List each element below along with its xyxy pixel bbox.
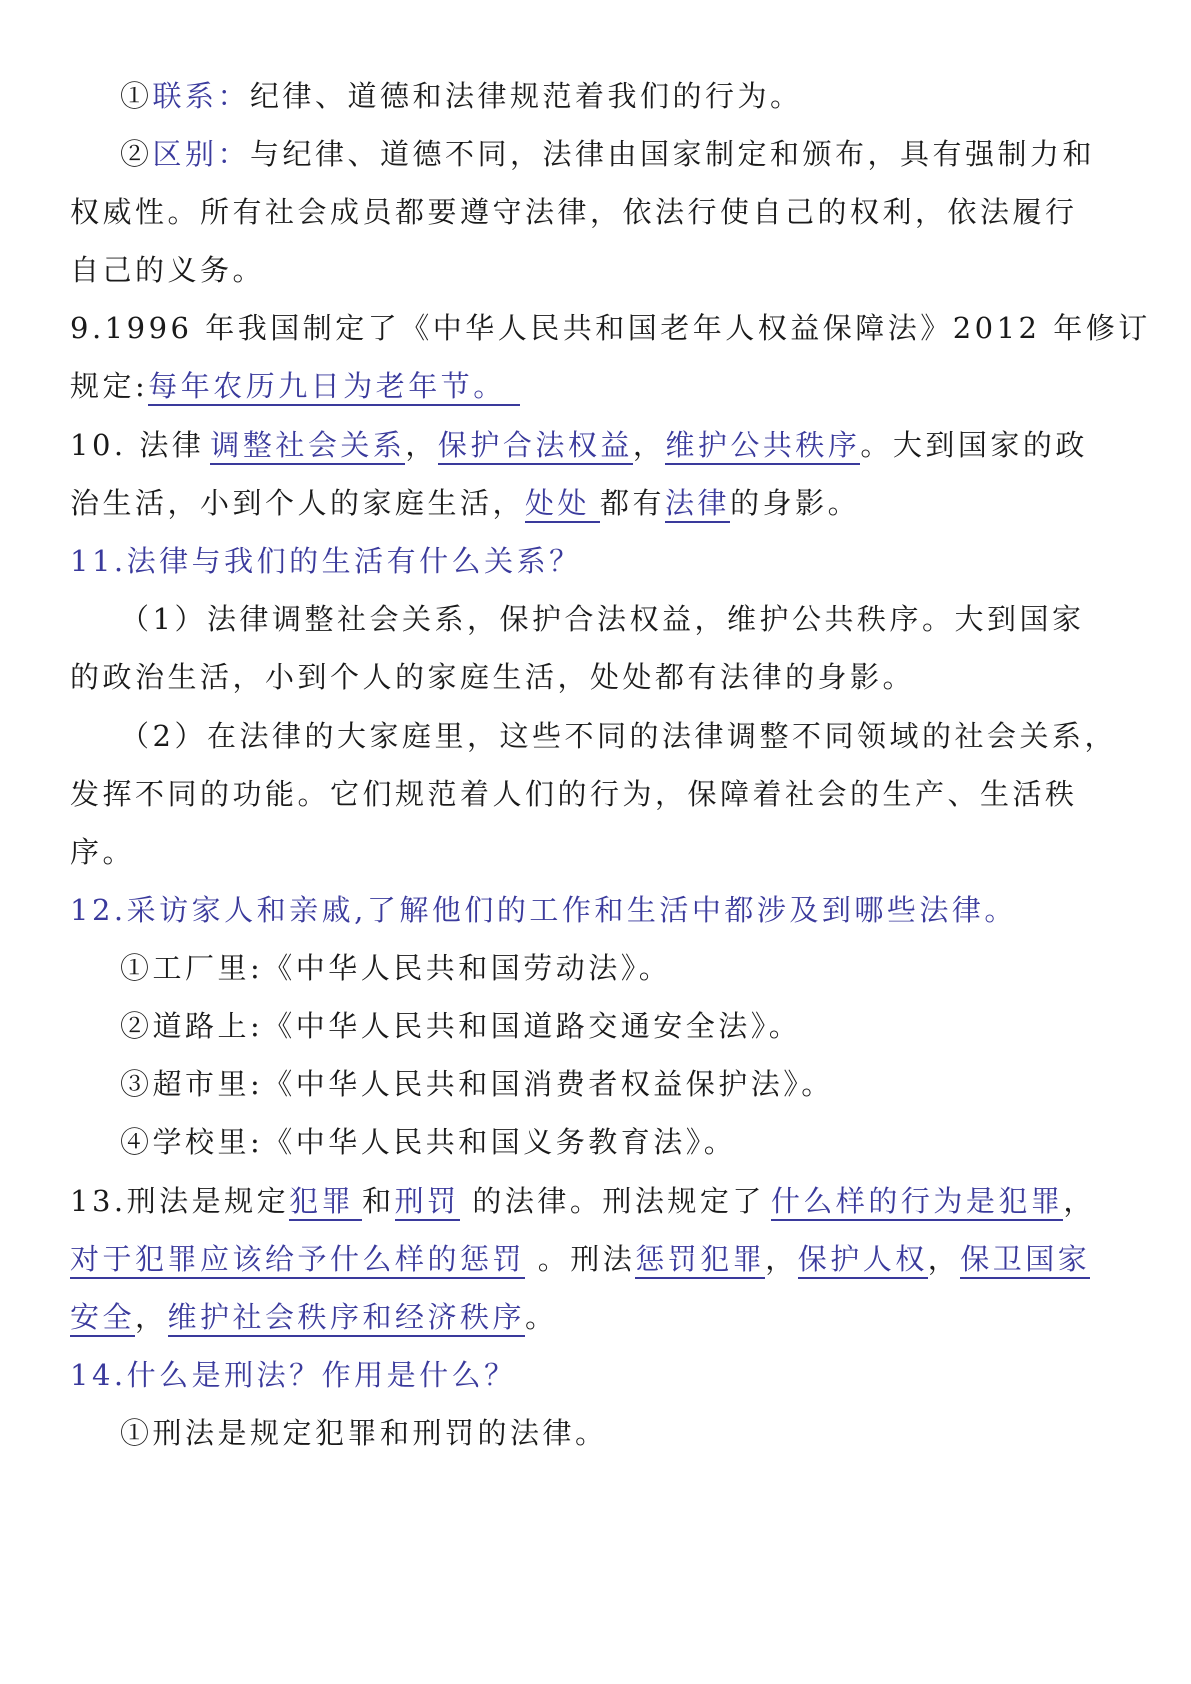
item10-suffix: 。大到国家的政 [860, 428, 1088, 462]
item9-line-2 [70, 366, 1130, 406]
item10-answer-5: 法律 [665, 486, 730, 523]
item10-prefix: 10. 法律 [70, 428, 205, 462]
item9-line-1: 9.1996 年我国制定了《中华人民共和国老年人权益保障法》2012 年修订 [70, 311, 1151, 345]
item13-line-1 [70, 1181, 1130, 1221]
p2-num: ② [120, 137, 153, 171]
item9-prefix: 规定: [70, 369, 149, 403]
item13-answer-8: 维护社会秩序和经济秩序 [168, 1300, 526, 1337]
item13-prefix: 13.刑法是规定 [70, 1184, 290, 1218]
item11-question: 11.法律与我们的生活有什么关系？ [70, 544, 582, 578]
item13-answer-3: 什么样的行为是犯罪 [771, 1184, 1064, 1221]
item13-answer-7b: 安全 [70, 1300, 135, 1337]
p1-num: ① [120, 79, 153, 113]
p2-line-2: 权威性。所有社会成员都要遵守法律，依法行使自己的权利，依法履行 [70, 195, 1078, 229]
item10-l2-prefix: 治生活，小到个人的家庭生活， [70, 486, 526, 520]
item13-answer-7a: 保卫国家 [960, 1242, 1090, 1279]
p1-label: 联系： [152, 79, 251, 113]
item10-answer-1: 调整社会关系 [210, 428, 405, 465]
item13-answer-6: 保护人权 [798, 1242, 928, 1279]
item10-answer-4: 处处 [525, 486, 600, 523]
item10-l2-mid: 都有 [600, 486, 666, 520]
item10-answer-3: 维护公共秩序 [665, 428, 860, 465]
item13-answer-4: 对于犯罪应该给予什么样的惩罚 [70, 1242, 525, 1279]
p2-line-3: 自己的义务。 [70, 253, 266, 287]
item12-list-item: ④学校里:《中华人民共和国义务教育法》。 [120, 1125, 737, 1159]
item11-a2-line-2: 发挥不同的功能。它们规范着人们的行为，保障着社会的生产、生活秩 [70, 777, 1078, 811]
item10-line-2 [70, 483, 1130, 523]
item10-sep-1: ， [405, 428, 438, 462]
p1-text: 纪律、道德和法律规范着我们的行为。 [250, 79, 803, 113]
item9-answer: 每年农历九日为老年节。 [148, 369, 520, 406]
item13-mid-2: 的法律。刑法规定了 [459, 1184, 765, 1218]
item11-a2-line-3: 序。 [70, 835, 136, 869]
p1-line [120, 76, 1180, 116]
item13-answer-5: 惩罚犯罪 [635, 1242, 765, 1279]
p2-label: 区别： [152, 137, 251, 171]
item10-answer-2: 保护合法权益 [438, 428, 633, 465]
item13-mid-3: 。刑法 [525, 1242, 636, 1276]
item13-mid-1: 和 [362, 1184, 395, 1218]
item13-end: 。 [525, 1300, 558, 1334]
item13-sep-3: ， [927, 1242, 961, 1276]
item14-question: 14.什么是刑法？作用是什么？ [70, 1358, 517, 1392]
item13-sep-4: ， [135, 1300, 168, 1334]
item11-a1-line-1: （1）法律调整社会关系，保护合法权益，维护公共秩序。大到国家 [120, 602, 1085, 636]
item13-sep-1: ， [1063, 1184, 1096, 1218]
item14-answer-1: ①刑法是规定犯罪和刑罚的法律。 [120, 1416, 608, 1450]
item12-question: 12.采访家人和亲戚,了解他们的工作和生活中都涉及到哪些法律。 [70, 893, 1017, 927]
item12-list-item: ③超市里:《中华人民共和国消费者权益保护法》。 [120, 1067, 834, 1101]
item13-answer-1: 犯罪 [289, 1184, 362, 1221]
p2-line-1 [120, 134, 1180, 174]
item10-line-1 [70, 425, 1130, 465]
p2-text-1: 与纪律、道德不同，法律由国家制定和颁布，具有强制力和 [250, 137, 1096, 171]
item13-line-3 [70, 1297, 1130, 1337]
item12-list-item: ①工厂里:《中华人民共和国劳动法》。 [120, 951, 672, 985]
item13-answer-2: 刑罚 [395, 1184, 460, 1221]
item10-sep-2: ， [632, 428, 666, 462]
item11-a2-line-1: （2）在法律的大家庭里，这些不同的法律调整不同领域的社会关系， [120, 719, 1117, 753]
item13-line-2 [70, 1239, 1130, 1279]
item13-sep-2: ， [765, 1242, 798, 1276]
item11-a1-line-2: 的政治生活，小到个人的家庭生活，处处都有法律的身影。 [70, 660, 916, 694]
item10-l2-suffix: 的身影。 [730, 486, 861, 520]
item12-list-item: ②道路上:《中华人民共和国道路交通安全法》。 [120, 1009, 802, 1043]
